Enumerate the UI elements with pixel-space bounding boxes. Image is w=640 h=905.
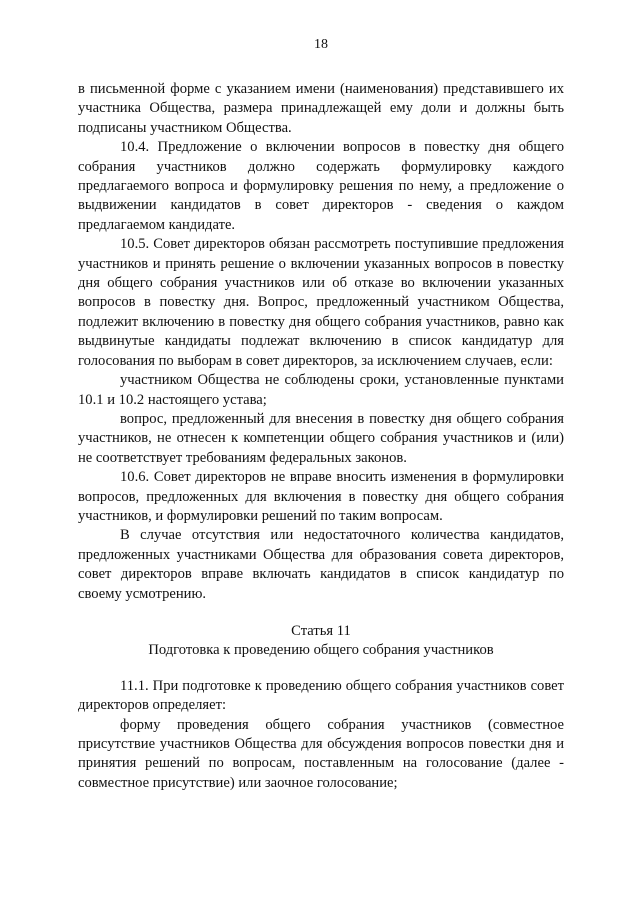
paragraph-10-6: 10.6. Совет директоров не вправе вносить изменения в формулировки вопросов, предложенных для включения в повестку дня общего собрания участников, и формулировки решений по таким вопросам. (78, 469, 564, 524)
paragraph-exception-2: вопрос, предложенный для внесения в повестку дня общего собрания участников, не отнесен к компетенции общего собрания участников и (или) не соответствует требованиям федеральных законов. (78, 410, 564, 466)
document-page (78, 36, 564, 793)
paragraph-exception-1: участником Общества не соблюдены сроки, установленные пунктами 10.1 и 10.2 настоящего устава; (78, 372, 564, 408)
paragraph-meeting-form: форму проведения общего собрания участников (совместное присутствие участников Общества для обсуждения вопросов повестки дня и принятия решений по вопросам, поставленным на голосование (далее - совместное присутствие) или заочное голосование; (78, 716, 564, 791)
page-number: 18 (314, 37, 328, 52)
article-number: Статья 11 (291, 622, 351, 639)
paragraph-10-4: 10.4. Предложение о включении вопросов в повестку дня общего собрания участников должно содержать формулировку каждого предлагаемого вопроса и формулировку решения по нему, а предложение о выдвижении кандидатов в совет директоров - сведения о каждом предлагаемом кандидате. (78, 139, 564, 233)
paragraph-10-5: 10.5. Совет директоров обязан рассмотреть поступившие предложения участников и принять решение о включении указанных вопросов в повестку дня общего собрания участников или об отказе во включении указанных вопросов в повестку дня. Вопрос, предложенный участником Общества, подлежит включению в повестку дня общего собрания участников, равно как выдвинутые кандидаты подлежат включению в список кандидатур для голосования по выборам в совет директоров, за исключением случаев, если: (78, 236, 564, 369)
article-title: Подготовка к проведению общего собрания участников (148, 642, 494, 659)
paragraph-insufficient-candidates: В случае отсутствия или недостаточного количества кандидатов, предложенных участниками Общества для образования совета директоров, совет директоров вправе включать кандидатов в список кандидатур по своему усмотрению. (78, 527, 564, 602)
paragraph-11-1: 11.1. При подготовке к проведению общего собрания участников совет директоров определяет: (78, 677, 564, 714)
paragraph-continuation: в письменной форме с указанием имени (наименования) представившего их участника Общества, размера принадлежащей ему доли и должны быть подписаны участником Общества. (78, 81, 564, 136)
